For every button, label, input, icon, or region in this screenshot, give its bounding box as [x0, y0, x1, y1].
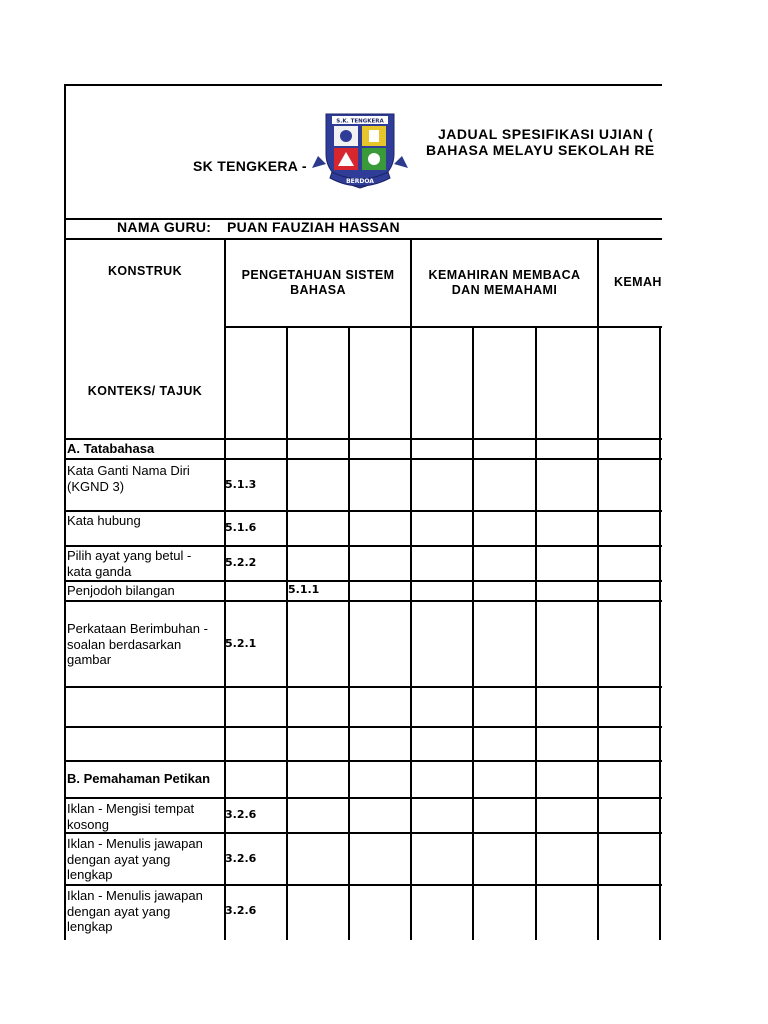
row-topic: Perkataan Berimbuhan - soalan berdasarkan gambar — [67, 621, 208, 667]
crest-motto-ribbon: BERDOA — [346, 178, 374, 185]
row-topic: Iklan - Mengisi tempat kosong — [67, 801, 195, 832]
grid-line — [64, 510, 662, 512]
grid-line — [472, 326, 474, 940]
grid-line — [64, 797, 662, 799]
school-crest-logo — [312, 108, 408, 194]
row-code: 5.1.1 — [288, 583, 320, 596]
row-topic: Penjodoh bilangan — [67, 583, 175, 598]
grid-line — [64, 686, 662, 688]
grid-line — [64, 726, 662, 728]
teacher-label: NAMA GURU: — [117, 219, 212, 235]
grid-line — [64, 84, 662, 86]
konteks-header: KONTEKS/ TAJUK — [87, 384, 203, 398]
column-group-membaca-l2: DAN MEMAHAMI — [451, 283, 558, 297]
column-group-pengetahuan-l1: PENGETAHUAN SISTEM — [241, 268, 395, 282]
grid-line — [64, 238, 662, 240]
document-title-line2: BAHASA MELAYU SEKOLAH RE — [426, 142, 655, 158]
row-code: 3.2.6 — [225, 852, 257, 865]
grid-line — [410, 238, 412, 940]
section-b-heading: B. Pemahaman Petikan — [67, 771, 211, 786]
grid-line — [597, 238, 599, 940]
row-topic: Iklan - Menulis jawapan dengan ayat yang lengkap — [67, 836, 203, 882]
grid-line — [64, 580, 662, 582]
grid-line — [64, 760, 662, 762]
row-code: 5.2.2 — [225, 556, 257, 569]
grid-line — [64, 884, 662, 886]
row-topic: Kata hubung — [67, 513, 141, 528]
row-code: 5.1.3 — [225, 478, 257, 491]
grid-line — [535, 326, 537, 940]
section-a-heading: A. Tatabahasa — [67, 441, 155, 456]
grid-line — [659, 326, 661, 940]
row-code: 3.2.6 — [225, 904, 257, 917]
row-topic: Pilih ayat yang betul - kata ganda — [67, 548, 192, 579]
row-topic: Kata Ganti Nama Diri (KGND 3) — [67, 463, 190, 494]
grid-line — [348, 326, 350, 940]
column-group-kemahiran-partial: KEMAH — [614, 275, 662, 289]
grid-line — [64, 600, 662, 602]
konstruk-header: KONSTRUK — [107, 264, 183, 278]
grid-line — [286, 326, 288, 940]
grid-line — [64, 84, 66, 940]
school-name: SK TENGKERA - — [193, 158, 307, 174]
document-title-line1: JADUAL SPESIFIKASI UJIAN ( — [438, 126, 653, 142]
grid-line — [64, 545, 662, 547]
column-group-membaca-l1: KEMAHIRAN MEMBACA — [428, 268, 581, 282]
row-code: 5.2.1 — [225, 637, 257, 650]
grid-line — [64, 832, 662, 834]
crest-banner-text: S.K. TENGKERA — [336, 118, 384, 125]
teacher-name: PUAN FAUZIAH HASSAN — [227, 219, 400, 235]
school-name-tail: - — [301, 158, 307, 174]
grid-line — [64, 458, 662, 460]
grid-line — [64, 438, 662, 440]
column-group-pengetahuan-l2: BAHASA — [290, 283, 346, 297]
row-topic: Iklan - Menulis jawapan dengan ayat yang lengkap — [67, 888, 203, 934]
row-code: 5.1.6 — [225, 521, 257, 534]
row-code: 3.2.6 — [225, 808, 257, 821]
